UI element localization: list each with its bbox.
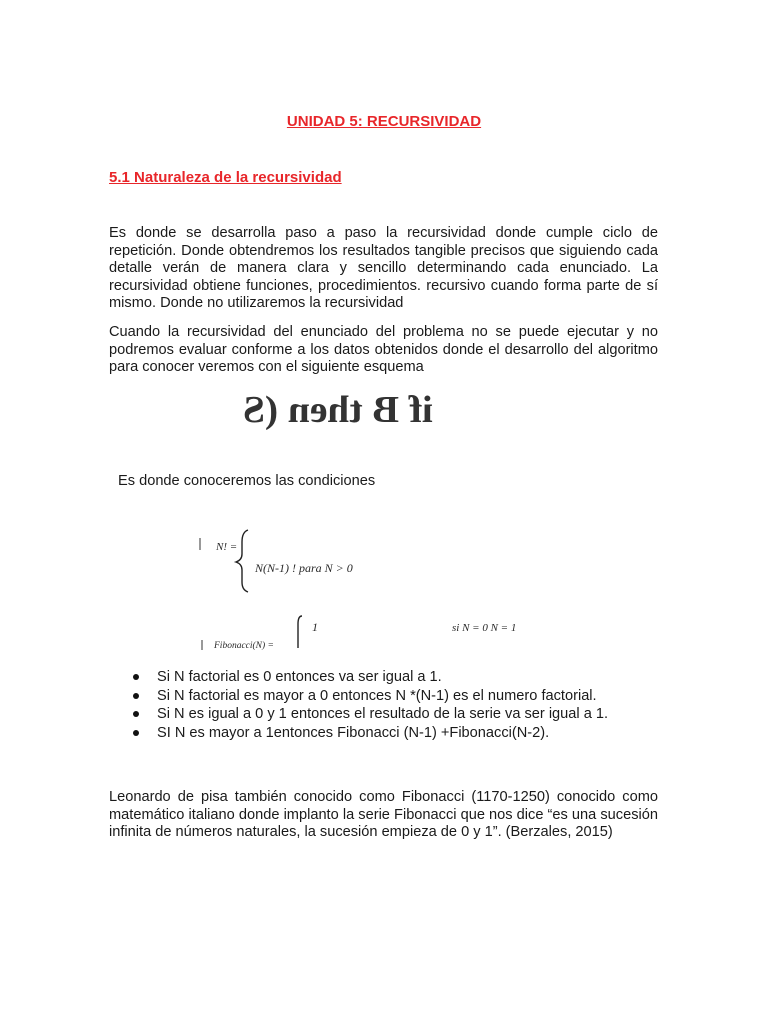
formula-image [233,384,443,430]
list-item: Si N es igual a 0 y 1 entonces el resultado de la serie va ser igual a 1. [130,705,608,724]
conditions-list [130,668,608,742]
formula-fragment-text: if B then (S [243,389,433,430]
page-title: UNIDAD 5: RECURSIVIDAD [286,113,482,130]
recursion-definitions [190,520,550,650]
list-item: Si N factorial es 0 entonces va ser igual a 1. [130,668,608,687]
list-item: SI N es mayor a 1entonces Fibonacci (N-1) +Fibonacci(N-2). [130,724,608,743]
section-title: 5.1 Naturaleza de la recursividad [109,169,342,186]
fibonacci-condition: si N = 0 N = 1 [452,622,517,634]
intro-paragraph: Es donde se desarrolla paso a paso la recursividad donde cumple ciclo de repetición. Donde obtendremos los resultados tangible precisos que siguiendo cada detalle verán de manera clara y sencillo determinando cada enunciado. La recursividad obtiene funciones, procedimientos. recursivo cuando forma parte de sí mismo. Donde no utilizaremos la recursividad [109,225,658,312]
list-item: Si N factorial es mayor a 0 entonces N *(N-1) es el numero factorial. [130,687,608,706]
fibonacci-value: 1 [312,620,318,634]
schema-paragraph: Cuando la recursividad del enunciado del problema no se puede ejecutar y no podremos evaluar conforme a los datos obtenidos donde el desarrollo del algoritmo para conocer veremos con el siguiente esquema [109,324,658,376]
factorial-label: N! = [216,541,238,553]
conditions-intro: Es donde conoceremos las condiciones [118,473,376,489]
fibonacci-label: Fibonacci(N) = [214,641,274,650]
factorial-case: N(N-1) ! para N > 0 [255,561,353,575]
fibonacci-paragraph: Leonardo de pisa también conocido como Fibonacci (1170-1250) conocido como matemático italiano donde implanto la serie Fibonacci que nos dice “es una sucesión infinita de números naturales, la sucesión empieza de 0 y 1”. (Berzales, 2015) [109,789,658,841]
